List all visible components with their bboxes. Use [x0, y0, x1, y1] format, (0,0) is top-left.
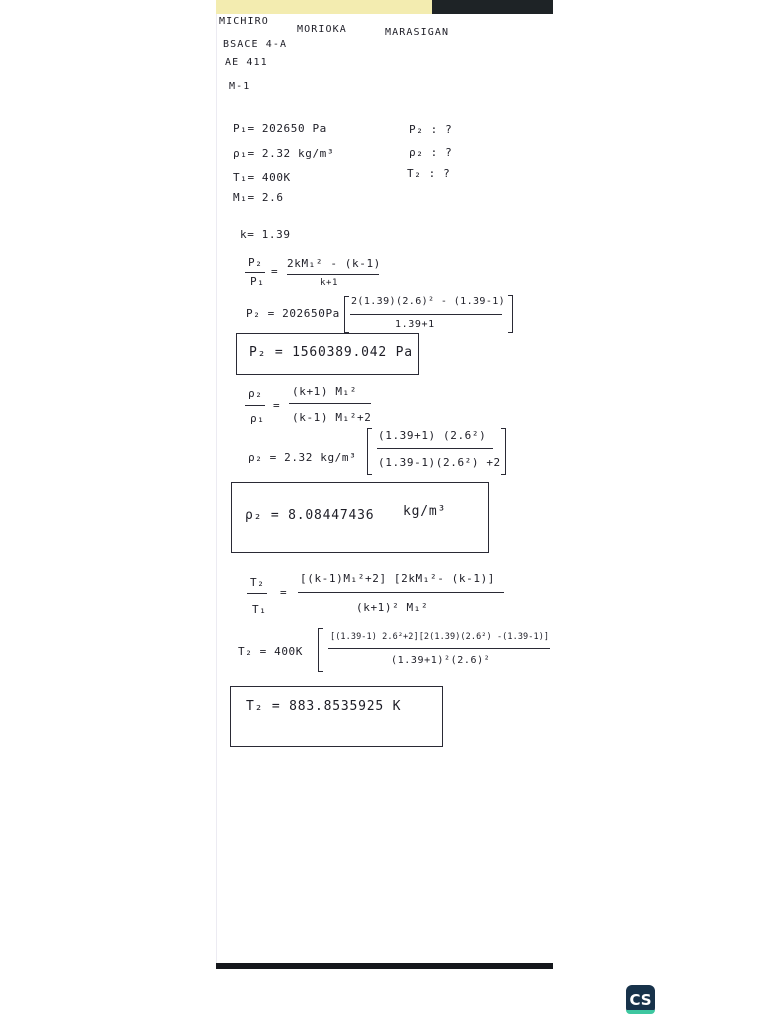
- pressure-substitution-numerator: 2(1.39)(2.6)² - (1.39-1): [351, 296, 506, 307]
- pressure-substitution-bar: [350, 314, 502, 315]
- equals-sign: =: [280, 586, 288, 599]
- given-m1: M₁= 2.6: [233, 191, 284, 204]
- camscanner-logo-icon: CS: [626, 985, 655, 1014]
- density-answer-unit: kg/m³: [403, 504, 447, 519]
- density-formula-numerator: (k+1) M₁²: [292, 385, 358, 398]
- density-answer: ρ₂ = 8.08447436: [245, 508, 375, 523]
- temperature-answer-box: [230, 686, 443, 747]
- temperature-ratio-denominator: T₁: [252, 603, 267, 616]
- module-label: M-1: [229, 81, 251, 92]
- temperature-formula-denominator: (k+1)² M₁²: [356, 601, 429, 614]
- temperature-substitution-bar: [328, 648, 550, 649]
- temperature-substitution-numerator: [(1.39-1) 2.6²+2][2(1.39)(2.6²) -(1.39-1)]: [330, 632, 550, 642]
- unknown-t2: T₂ : ?: [407, 167, 451, 180]
- density-bracket-right: [501, 428, 506, 475]
- pressure-formula-denominator: k+1: [320, 278, 339, 288]
- pressure-bracket-left: [344, 296, 349, 333]
- pressure-substitution-lhs: P₂ = 202650Pa: [246, 307, 340, 320]
- section-label: BSACE 4-A: [223, 39, 288, 50]
- density-ratio-denominator: ρ₁: [250, 412, 265, 425]
- unknown-p2: P₂ : ?: [409, 123, 453, 136]
- scan-edge-bottom: [216, 963, 553, 969]
- density-substitution-denominator: (1.39-1)(2.6²) +2: [378, 456, 501, 469]
- pressure-bracket-right: [508, 295, 513, 333]
- density-ratio-bar: [245, 405, 265, 406]
- temperature-formula-bar: [298, 592, 504, 593]
- pressure-ratio-bar: [245, 272, 265, 273]
- density-substitution-lhs: ρ₂ = 2.32 kg/m³: [248, 451, 357, 464]
- scan-edge-top-right: [432, 0, 553, 14]
- unknown-rho2: ρ₂ : ?: [409, 146, 453, 159]
- course-code: AE 411: [225, 57, 268, 68]
- density-bracket-left: [367, 428, 372, 475]
- pressure-ratio-denominator: P₁: [250, 275, 265, 288]
- temperature-bracket-left: [318, 628, 323, 672]
- density-ratio-numerator: ρ₂: [248, 387, 263, 400]
- temperature-substitution-lhs: T₂ = 400K: [238, 645, 304, 658]
- temperature-ratio-bar: [247, 593, 267, 594]
- density-substitution-bar: [377, 448, 493, 449]
- density-formula-denominator: (k-1) M₁²+2: [292, 411, 372, 424]
- temperature-answer: T₂ = 883.8535925 K: [246, 699, 402, 714]
- given-rho1: ρ₁= 2.32 kg/m³: [233, 147, 335, 160]
- density-formula-bar: [289, 403, 371, 404]
- temperature-formula-numerator: [(k-1)M₁²+2] [2kM₁²- (k-1)]: [300, 572, 496, 585]
- pressure-ratio-numerator: P₂: [248, 256, 263, 269]
- student-last-name: MARASIGAN: [385, 27, 450, 38]
- given-t1: T₁= 400K: [233, 171, 291, 184]
- pressure-substitution-denominator: 1.39+1: [395, 319, 435, 330]
- given-p1: P₁= 202650 Pa: [233, 122, 327, 135]
- scan-edge-top-left: [216, 0, 432, 14]
- equals-sign: =: [273, 399, 281, 412]
- student-middle-name: MORIOKA: [297, 24, 347, 35]
- pressure-formula-bar: [287, 274, 379, 275]
- student-first-name: MICHIRO: [219, 16, 269, 27]
- camscanner-logo-stripe: [626, 1010, 655, 1014]
- density-substitution-numerator: (1.39+1) (2.6²): [378, 429, 487, 442]
- equals-sign: =: [271, 265, 279, 278]
- given-k: k= 1.39: [240, 228, 291, 241]
- pressure-formula-numerator: 2kM₁² - (k-1): [287, 257, 381, 270]
- temperature-ratio-numerator: T₂: [250, 576, 265, 589]
- pressure-answer: P₂ = 1560389.042 Pa: [249, 345, 413, 360]
- temperature-substitution-denominator: (1.39+1)²(2.6)²: [391, 655, 491, 666]
